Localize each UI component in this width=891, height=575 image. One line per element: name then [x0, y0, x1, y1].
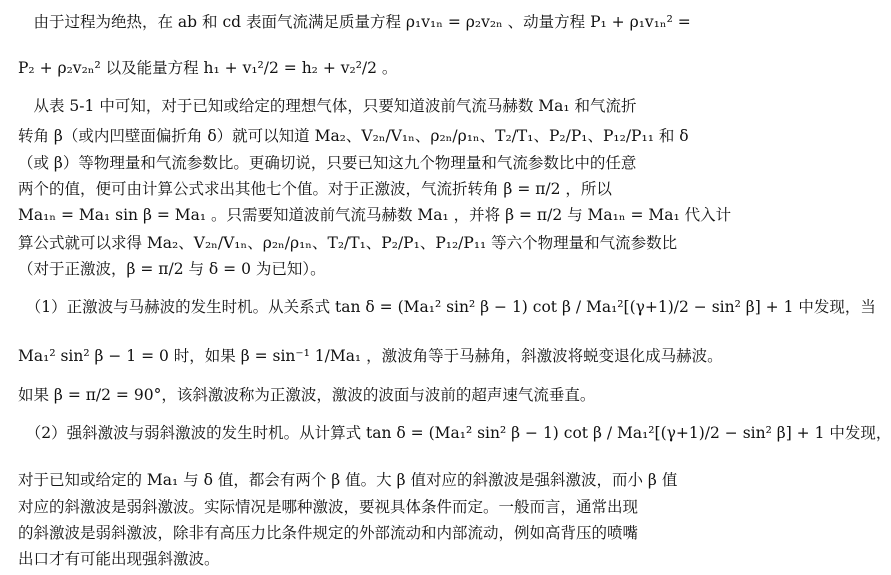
paragraph-parameter-ratios-line-2: 转角 β（或内凹壁面偏折角 δ）就可以知道 Ma₂、V₂ₙ/V₁ₙ、ρ₂ₙ/ρ₁ₙ、T₂/T₁、P₂/P₁、P₁₂/P₁₁ 和 δ: [18, 127, 689, 145]
paragraph-parameter-ratios-line-3: （或 β）等物理量和气流参数比。更确切说，只要已知这九个物理量和气流参数比中的任意: [18, 154, 637, 172]
paragraph-parameter-ratios-line-5: Ma₁ₙ = Ma₁ sin β = Ma₁ 。只需要知道波前气流马赫数 Ma₁ ，并将 β = π/2 与 Ma₁ₙ = Ma₁ 代入计: [18, 206, 732, 224]
paragraph-conservation-equations-line-1: 由于过程为绝热，在 ab 和 cd 表面气流满足质量方程 ρ₁v₁ₙ = ρ₂v₂ₙ 、动量方程 P₁ + ρ₁v₁ₙ² =: [18, 13, 691, 31]
paragraph-normal-shock-and-mach-wave-line-3: 如果 β = π/2 = 90°，该斜激波称为正激波，激波的波面与波前的超声速气流垂直。: [18, 386, 596, 404]
paragraph-strong-and-weak-oblique-shock-line-1: （2）强斜激波与弱斜激波的发生时机。从计算式 tan δ = (Ma₁² sin² β − 1) cot β / Ma₁²[(γ+1)/2 − sin² β] + 1 中发现，: [18, 424, 891, 442]
paragraph-strong-and-weak-oblique-shock-line-5: 出口才有可能出现强斜激波。: [18, 550, 220, 568]
paragraph-parameter-ratios-line-4: 两个的值，便可由计算公式求出其他七个值。对于正激波，气流折转角 β = π/2 ，所以: [18, 180, 612, 198]
paragraph-normal-shock-and-mach-wave-line-2: Ma₁² sin² β − 1 = 0 时，如果 β = sin⁻¹ 1/Ma₁ ，激波角等于马赫角，斜激波将蜕变退化成马赫波。: [18, 347, 723, 365]
paragraph-parameter-ratios-line-7: （对于正激波，β = π/2 与 δ = 0 为已知）。: [18, 260, 326, 278]
paragraph-strong-and-weak-oblique-shock-line-3: 对应的斜激波是弱斜激波。实际情况是哪种激波，要视具体条件而定。一般而言，通常出现: [18, 498, 639, 516]
paragraph-parameter-ratios-line-1: 从表 5-1 中可知，对于已知或给定的理想气体，只要知道波前气流马赫数 Ma₁ 和气流折: [18, 97, 637, 115]
paragraph-conservation-equations-line-2: P₂ + ρ₂v₂ₙ² 以及能量方程 h₁ + v₁²/2 = h₂ + v₂²/2 。: [18, 59, 398, 77]
paragraph-normal-shock-and-mach-wave-line-1: （1）正激波与马赫波的发生时机。从关系式 tan δ = (Ma₁² sin² β − 1) cot β / Ma₁²[(γ+1)/2 − sin² β] + 1 中发现，当: [18, 298, 876, 316]
paragraph-strong-and-weak-oblique-shock-line-4: 的斜激波是弱斜激波，除非有高压力比条件规定的外部流动和内部流动，例如高背压的喷嘴: [18, 524, 639, 542]
paragraph-parameter-ratios-line-6: 算公式就可以求得 Ma₂、V₂ₙ/V₁ₙ、ρ₂ₙ/ρ₁ₙ、T₂/T₁、P₂/P₁、P₁₂/P₁₁ 等六个物理量和气流参数比: [18, 234, 678, 252]
paragraph-strong-and-weak-oblique-shock-line-2: 对于已知或给定的 Ma₁ 与 δ 值，都会有两个 β 值。大 β 值对应的斜激波是强斜激波，而小 β 值: [18, 471, 678, 489]
